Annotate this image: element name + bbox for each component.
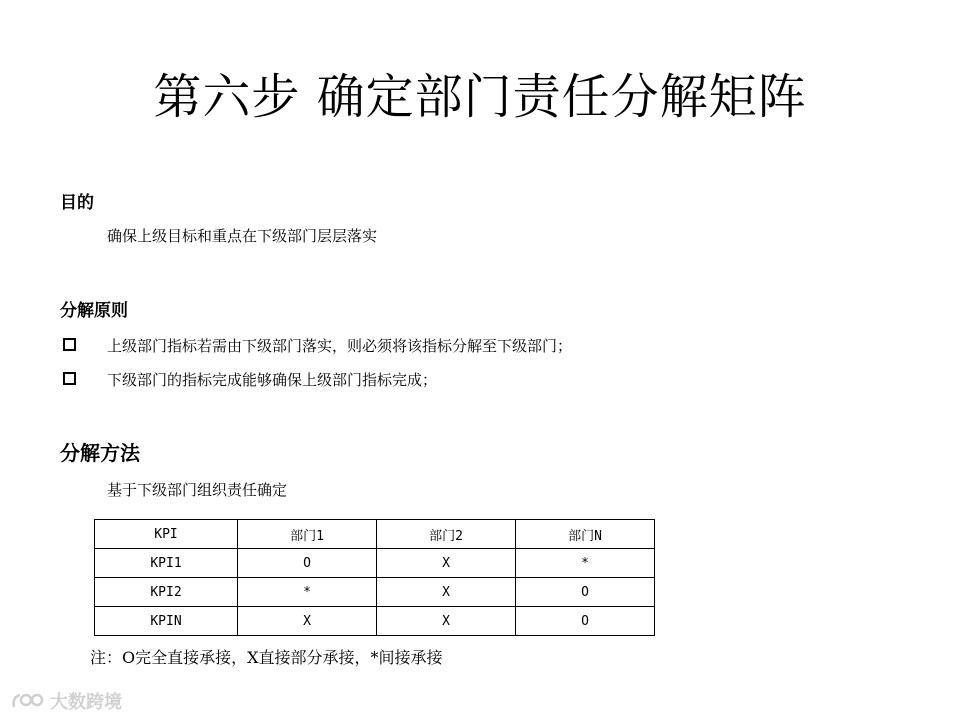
page-title: 第六步 确定部门责任分解矩阵 xyxy=(153,69,807,125)
table-header-cell: 部门1 xyxy=(238,520,377,549)
table-row xyxy=(95,549,655,578)
purpose-text: 确保上级目标和重点在下级部门层层落实 xyxy=(107,227,378,245)
principle-item-2: 下级部门的指标完成能够确保上级部门指标完成； xyxy=(107,371,438,389)
watermark-text: 大数跨境 xyxy=(50,692,122,713)
responsibility-matrix-table xyxy=(94,519,655,636)
checkbox-bullet-icon xyxy=(63,338,76,351)
table-header-cell: KPI xyxy=(95,520,238,549)
table-cell: X xyxy=(238,607,377,636)
table-header-row xyxy=(95,520,655,549)
table-cell: * xyxy=(238,578,377,607)
table-cell: O xyxy=(238,549,377,578)
watermark xyxy=(10,688,122,714)
table-cell: X xyxy=(377,549,516,578)
table-cell: * xyxy=(516,549,655,578)
method-text: 基于下级部门组织责任确定 xyxy=(107,481,288,499)
table-cell: O xyxy=(516,578,655,607)
table-header-cell: 部门N xyxy=(516,520,655,549)
table-cell: KPI2 xyxy=(95,578,238,607)
table-row xyxy=(95,578,655,607)
principle-item-1: 上级部门指标若需由下级部门落实，则必须将该指标分解至下级部门； xyxy=(107,337,573,355)
principle-heading: 分解原则 xyxy=(60,301,128,321)
table-cell: KPIN xyxy=(95,607,238,636)
table-row xyxy=(95,607,655,636)
table-cell: X xyxy=(377,578,516,607)
brand-logo-icon xyxy=(10,691,46,711)
table-cell: KPI1 xyxy=(95,549,238,578)
method-heading: 分解方法 xyxy=(60,441,140,465)
table-header-cell: 部门2 xyxy=(377,520,516,549)
checkbox-bullet-icon xyxy=(63,372,76,385)
table-cell: X xyxy=(377,607,516,636)
table-cell: O xyxy=(516,607,655,636)
purpose-heading: 目的 xyxy=(60,193,94,213)
legend-note: 注：O完全直接承接，X直接部分承接，*间接承接 xyxy=(90,648,443,667)
